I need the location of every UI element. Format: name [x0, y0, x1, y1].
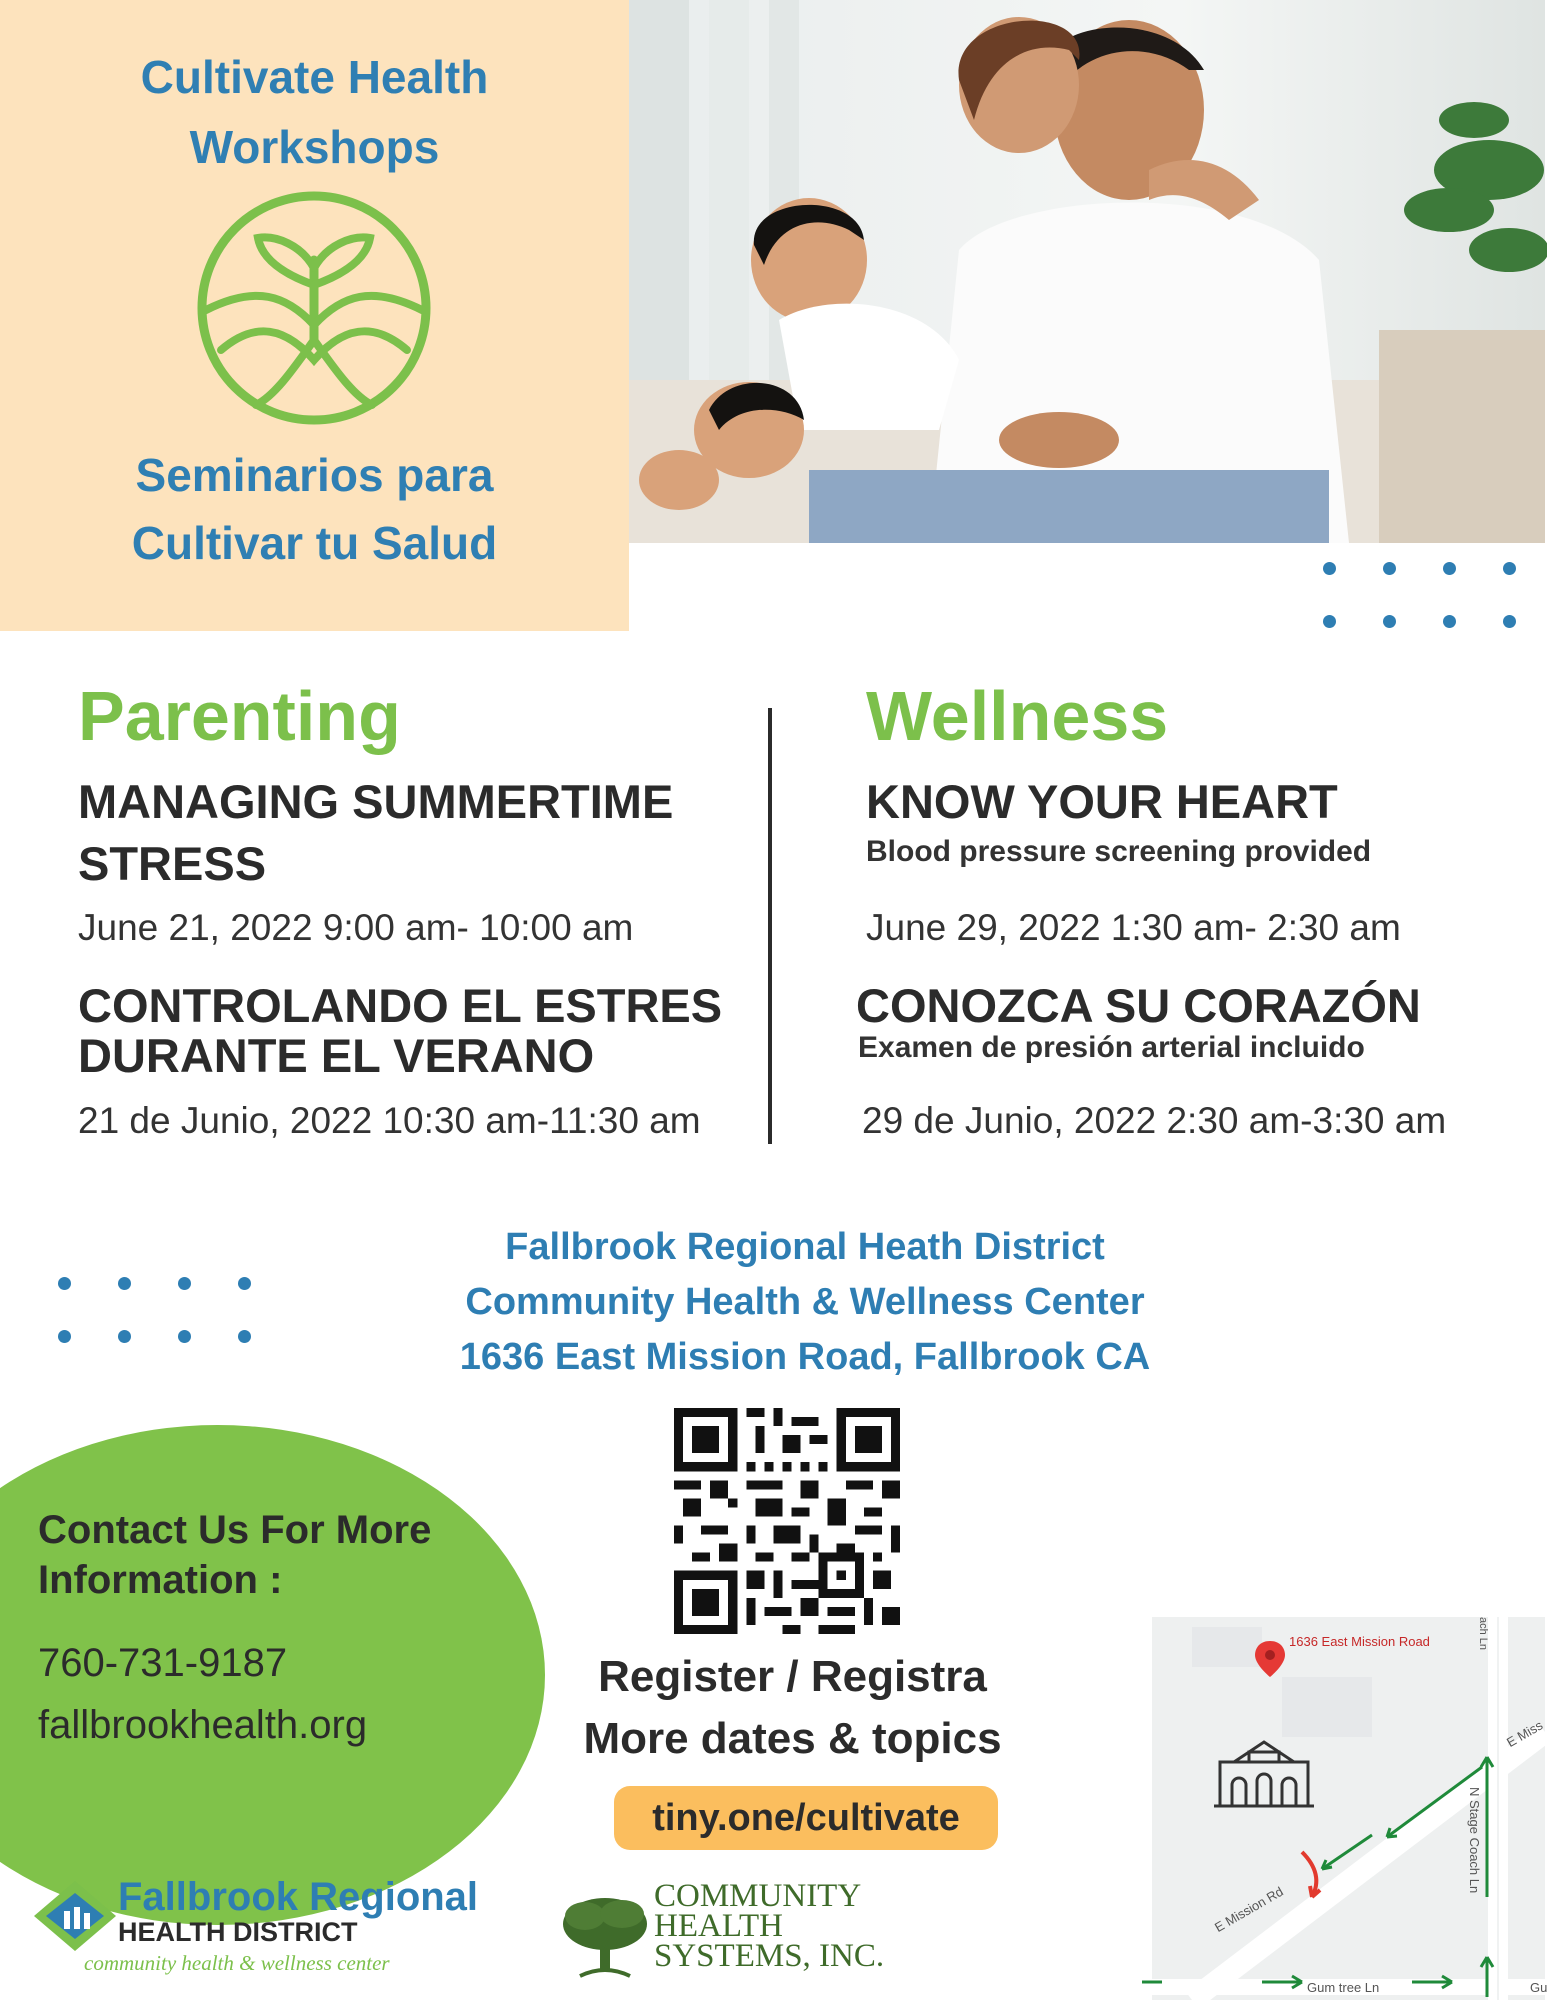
parenting-date-es: 21 de Junio, 2022 10:30 am-11:30 am	[78, 1100, 701, 1141]
contact-heading-line2: Information :	[38, 1558, 283, 1602]
location-line2: Community Health & Wellness Center	[465, 1281, 1145, 1323]
register-line1: Register / Registra	[598, 1652, 987, 1701]
building-icon	[1214, 1742, 1314, 1806]
location-line3: 1636 East Mission Road, Fallbrook CA	[459, 1336, 1151, 1378]
tree-icon	[560, 1894, 650, 1980]
map-label-gu: Gu	[1530, 1980, 1547, 1995]
title-es-line2: Cultivar tu Salud	[131, 517, 498, 569]
decorative-dots-top	[1323, 562, 1516, 628]
family-photo	[629, 0, 1545, 543]
map-label-e-miss: E Miss	[1504, 1717, 1546, 1750]
parenting-title-es-line2: DURANTE EL VERANO	[78, 1029, 595, 1082]
location-map[interactable]	[1152, 1617, 1545, 2000]
contact-heading-line1: Contact Us For More	[38, 1508, 432, 1552]
decorative-dots-left	[58, 1277, 251, 1343]
wellness-note-en: Blood pressure screening provided	[866, 835, 1372, 868]
sprout-logo-icon	[196, 190, 432, 426]
register-link-button[interactable]: tiny.one/cultivate	[614, 1786, 998, 1850]
map-label-stage-coach: N Stage Coach Ln	[1467, 1787, 1482, 1894]
frhd-line1: Fallbrook Regional	[118, 1875, 479, 1919]
wellness-date-en: June 29, 2022 1:30 am- 2:30 am	[866, 907, 1401, 948]
contact-website[interactable]: fallbrookhealth.org	[38, 1703, 368, 1747]
chs-line3: SYSTEMS, INC.	[654, 1938, 885, 1974]
parenting-title-en-line1: MANAGING SUMMERTIME	[78, 775, 674, 828]
map-label-gum-tree: Gum tree Ln	[1307, 1980, 1380, 1995]
frhd-line3: community health & wellness center	[84, 1951, 390, 1975]
map-label-coach-top: ach Ln	[1477, 1617, 1489, 1651]
map-label-e-mission-rd: E Mission Rd	[1212, 1883, 1286, 1935]
frhd-emblem-icon	[34, 1881, 116, 1951]
parenting-heading: Parenting	[78, 677, 401, 755]
title-en-line1: Cultivate Health	[140, 51, 489, 103]
map-pin-label: 1636 East Mission Road	[1289, 1634, 1430, 1649]
wellness-title-es: CONOZCA SU CORAZÓN	[856, 979, 1421, 1032]
chs-line2: HEALTH	[654, 1908, 783, 1944]
title-es-line1: Seminarios para	[135, 449, 494, 501]
register-line2: More dates & topics	[583, 1714, 1002, 1763]
column-divider	[768, 708, 772, 1144]
title-en-line2: Workshops	[189, 121, 440, 173]
parenting-title-es-line1: CONTROLANDO EL ESTRES	[78, 979, 723, 1032]
parenting-date-en: June 21, 2022 9:00 am- 10:00 am	[78, 907, 634, 948]
wellness-heading: Wellness	[866, 677, 1169, 755]
contact-phone[interactable]: 760-731-9187	[38, 1641, 288, 1685]
header-panel	[0, 0, 629, 631]
frhd-line2: HEALTH DISTRICT	[118, 1917, 358, 1947]
wellness-date-es: 29 de Junio, 2022 2:30 am-3:30 am	[862, 1100, 1447, 1141]
map-roads	[1152, 1617, 1545, 2000]
wellness-note-es: Examen de presión arterial incluido	[858, 1031, 1365, 1064]
qr-code-icon[interactable]	[674, 1408, 900, 1634]
location-line1: Fallbrook Regional Heath District	[505, 1226, 1105, 1268]
wellness-title-en: KNOW YOUR HEART	[866, 775, 1338, 828]
chs-line1: COMMUNITY	[654, 1878, 862, 1914]
chs-logo	[560, 1880, 920, 1990]
parenting-title-en-line2: STRESS	[78, 837, 267, 890]
frhd-logo	[34, 1875, 514, 1985]
